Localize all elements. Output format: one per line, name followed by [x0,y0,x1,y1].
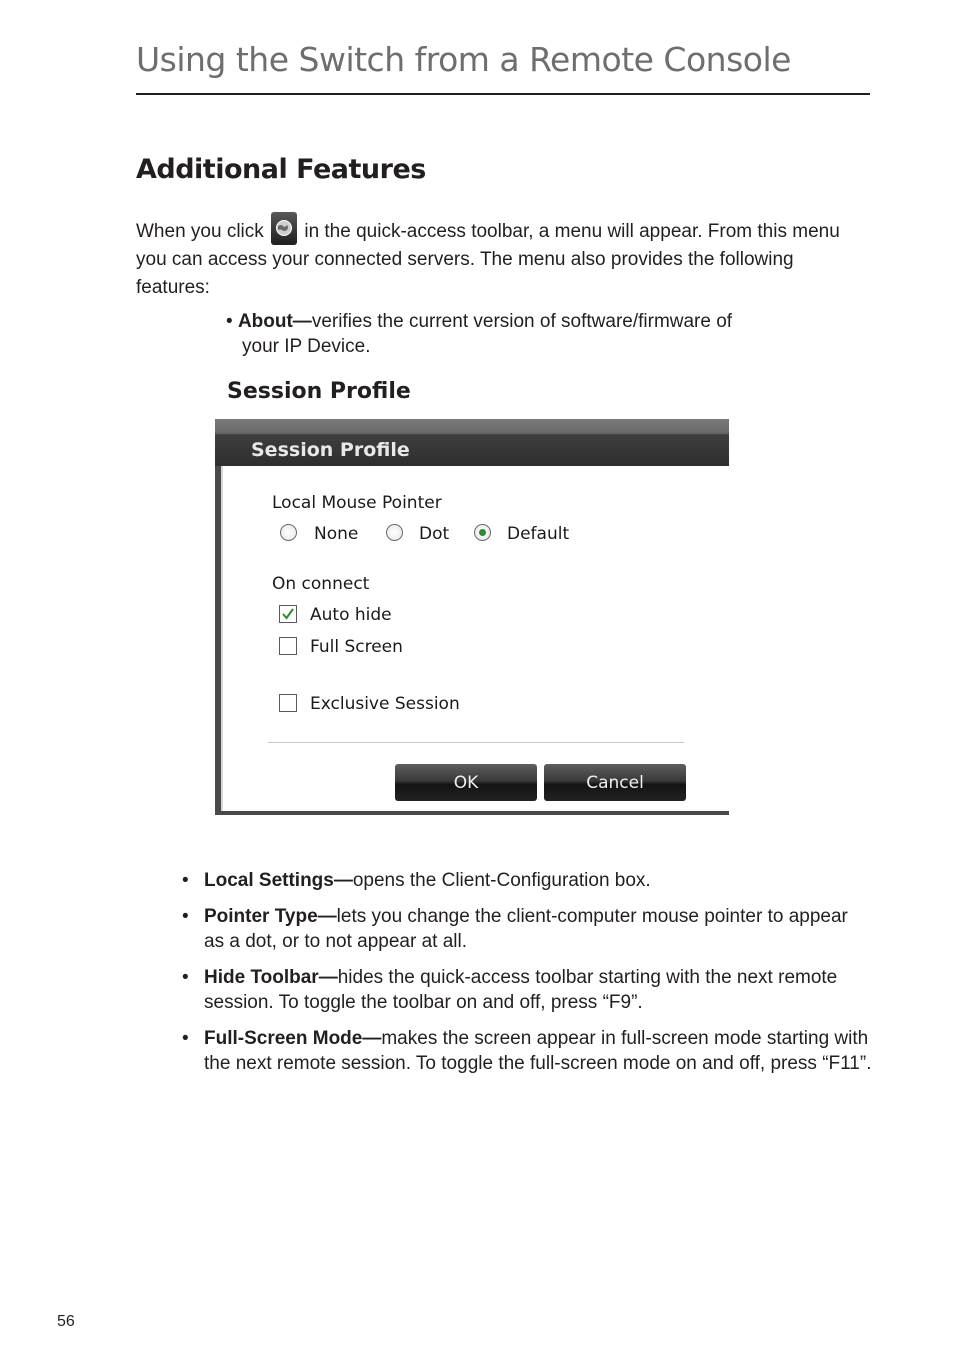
feature-text: hides the quick-access toolbar starting with the next remote session. To toggle the toolbar on and off, press “F9”. [204,967,838,1013]
section-heading: Additional Features [136,154,426,185]
intro-text-end: in the quick-access toolbar, a menu will appear. From this menu you can access your connected servers. The menu also provides the following features: [136,221,840,298]
pointer-group-label: Local Mouse Pointer [272,493,442,513]
page-title: Using the Switch from a Remote Console [136,40,791,79]
ok-button[interactable]: OK [395,764,537,801]
pointer-label-default[interactable]: Default [507,524,570,544]
list-item [182,868,872,893]
feature-term: Full-Screen Mode— [204,1028,382,1049]
cancel-button[interactable]: Cancel [544,764,686,801]
feature-text: opens the Client-Configuration box. [352,870,651,891]
session-profile-subheading: Session Profile [227,379,411,404]
checkmark-icon [281,607,295,621]
auto-hide-checkbox[interactable] [279,605,297,623]
dialog-titlebar[interactable] [215,419,729,466]
feature-term: Pointer Type— [204,906,337,927]
feature-term: Hide Toolbar— [204,967,338,988]
dialog-separator [268,742,684,743]
globe-toolbar-icon [271,212,297,245]
about-term: About— [237,311,312,332]
page-number: 56 [57,1313,75,1330]
list-item [182,904,872,954]
full-screen-label[interactable]: Full Screen [310,637,403,657]
list-item [182,965,872,1015]
full-screen-checkbox[interactable] [279,637,297,655]
exclusive-session-label[interactable]: Exclusive Session [310,694,460,714]
feature-list [182,868,872,1087]
feature-text: makes the screen appear in full-screen mode starting with the next remote session. To toggle the full-screen mode on and off, press “F11”. [204,1028,872,1074]
feature-text: lets you change the client-computer mouse pointer to appear as a dot, or to not appear at all. [204,906,848,952]
about-text: verifies the current version of software/firmware of [311,311,733,332]
session-profile-dialog [215,419,729,815]
intro-text-start: When you click [136,221,264,242]
dialog-body [221,466,729,811]
pointer-label-dot[interactable]: Dot [419,524,450,544]
pointer-label-none[interactable]: None [314,524,359,544]
bullet-dot: • [226,311,238,332]
list-item [182,1026,872,1076]
pointer-radio-dot[interactable] [386,524,403,541]
feature-term: Local Settings— [204,870,353,891]
about-bullet [226,309,786,359]
auto-hide-label[interactable]: Auto hide [310,605,392,625]
dialog-title: Session Profile [251,439,410,461]
intro-paragraph [136,212,856,302]
connect-group-label: On connect [272,574,370,594]
pointer-radio-none[interactable] [280,524,297,541]
title-rule [136,93,870,95]
pointer-radio-default[interactable] [474,524,491,541]
about-text-cont: your IP Device. [242,336,371,357]
exclusive-session-checkbox[interactable] [279,694,297,712]
